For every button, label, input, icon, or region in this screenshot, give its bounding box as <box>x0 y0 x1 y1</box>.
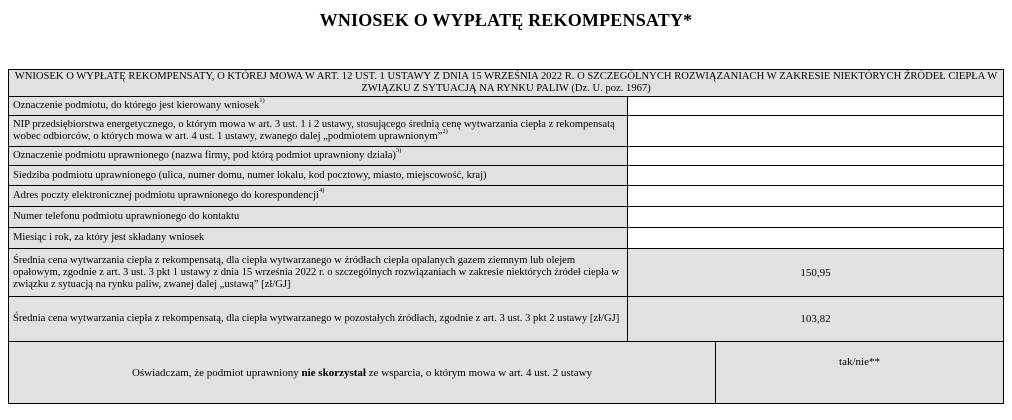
row-seat <box>9 166 1003 186</box>
row-label: Średnia cena wytwarzania ciepła z rekompensatą, dla ciepła wytwarzanego w pozostałych źródłach, zgodnie z art. 3 ust. 3 pkt 2 ustawy [zł/GJ] <box>9 297 628 341</box>
row-label: Numer telefonu podmiotu uprawnionego do kontaktu <box>9 207 628 227</box>
declaration-row <box>9 342 1003 403</box>
row-label: Średnia cena wytwarzania ciepła z rekompensatą, dla ciepła wytwarzanego w źródłach ciepła opalanych gazem ziemnym lub olejem opałowym, zgodnie z art. 3 ust. 3 pkt 1 ustawy z dnia 15 września 2022 r. o szczególnych rozwiązaniach w zakresie niektórych źródeł ciepła w związku z sytuacją na rynku paliw, zwanej dalej „ustawą” [zł/GJ] <box>9 249 628 296</box>
form-header: WNIOSEK O WYPŁATĘ REKOMPENSATY, O KTÓREJ MOWA W ART. 12 UST. 1 USTAWY Z DNIA 15 WRZEŚNIA 2022 R. O SZCZEGÓLNYCH ROZWIĄZANIACH W ZAKRESIE NIEKTÓRYCH ŹRÓDEŁ CIEPŁA W ZWIĄZKU Z SYTUACJĄ NA RYNKU PALIW (Dz. U. poz. 1967) <box>9 70 1003 97</box>
month-year-field[interactable] <box>628 228 1003 248</box>
nip-field[interactable] <box>628 116 1003 146</box>
row-phone <box>9 207 1003 228</box>
row-month-year <box>9 228 1003 249</box>
row-label: Oznaczenie podmiotu uprawnionego (nazwa firmy, pod którą podmiot uprawniony działa)$^{3)}$ <box>9 147 628 165</box>
row-nip <box>9 116 1003 147</box>
price-other-value[interactable]: 103,82 <box>628 297 1003 341</box>
application-form <box>8 69 1004 404</box>
row-label: Miesiąc i rok, za który jest składany wniosek <box>9 228 628 248</box>
row-price-other <box>9 297 1003 342</box>
email-field[interactable] <box>628 186 1003 206</box>
row-entity-name <box>9 147 1003 166</box>
document-title: WNIOSEK O WYPŁATĘ REKOMPENSATY* <box>319 10 693 30</box>
row-recipient <box>9 97 1003 116</box>
row-label: Oznaczenie podmiotu, do którego jest kierowany wniosek$^{1)}$ <box>9 97 628 115</box>
phone-field[interactable] <box>628 207 1003 227</box>
row-email <box>9 186 1003 207</box>
entity-name-field[interactable] <box>628 147 1003 165</box>
declaration-answer[interactable]: tak/nie** <box>839 356 880 368</box>
row-label: Adres poczty elektronicznej podmiotu uprawnionego do korespondencji$^{4)}$ <box>9 186 628 206</box>
declaration-text: Oświadczam, że podmiot uprawniony nie skorzystał ze wsparcia, o którym mowa w art. 4 ust. 2 ustawy <box>9 342 716 403</box>
price-gas-value[interactable]: 150,95 <box>628 249 1003 296</box>
row-label: Siedziba podmiotu uprawnionego (ulica, numer domu, numer lokalu, kod pocztowy, miasto, miejscowość, kraj) <box>9 166 628 185</box>
seat-field[interactable] <box>628 166 1003 185</box>
row-price-gas <box>9 249 1003 297</box>
recipient-field[interactable] <box>628 97 1003 115</box>
row-label: NIP przedsiębiorstwa energetycznego, o którym mowa w art. 3 ust. 1 i 2 ustawy, stosującego średnią cenę wytwarzania ciepła z rekompensatą wobec odbiorców, o których mowa w art. 4 ust. 1 ustawy, zwanego dalej „podmiotem uprawnionym”$^{2)}$ <box>9 116 628 146</box>
